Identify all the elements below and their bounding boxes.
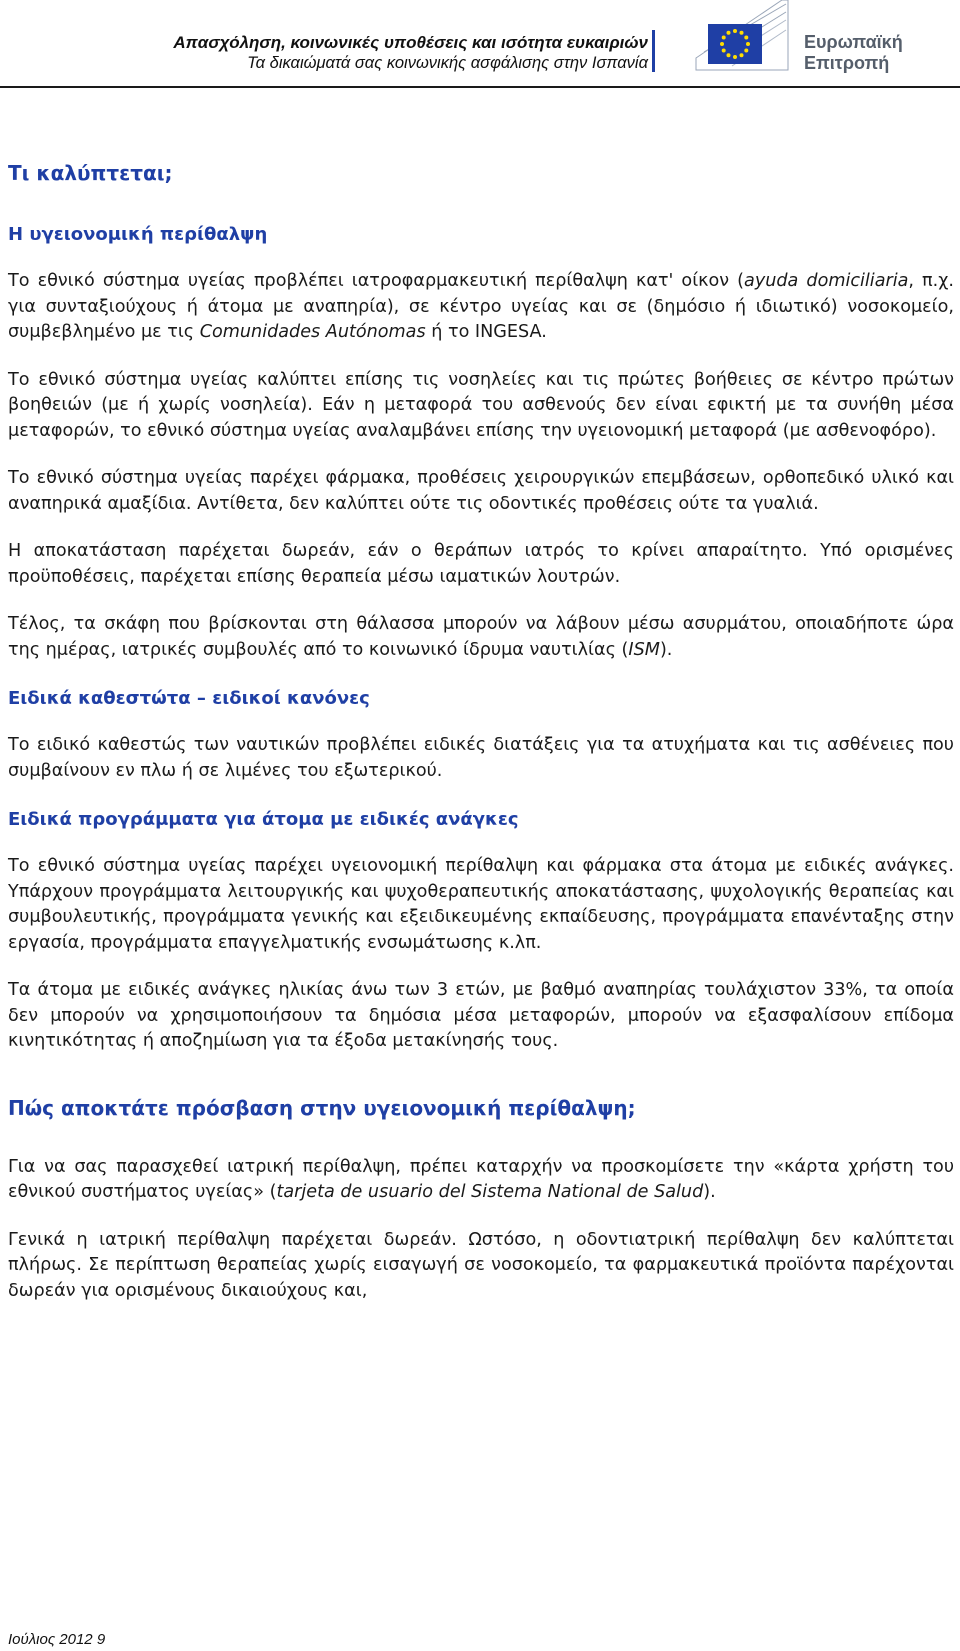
header-subtitle: Τα δικαιώματά σας κοινωνικής ασφάλισης στην Ισπανία — [247, 54, 648, 72]
paragraph-hospitalisation: Το εθνικό σύστημα υγείας καλύπτει επίσης τις νοσηλείες και τις πρώτες βοήθειες σε κέντρο πρώτων βοηθειών (με ή χωρίς νοσηλεία). Εάν η μεταφορά του ασθενούς δεν είναι εφικτή με τα συνήθη μέσα μεταφορών, το εθνικό σύστημα υγείας αναλαμβάνει επίσης την υγειονομική μεταφορά (με ασθενοφόρο). — [8, 369, 954, 441]
p9-text-a: Για να σας παρασχεθεί ιατρική περίθαλψη, πρέπει καταρχήν να προσκομίσετε την «κάρτα χρήστη του εθνικού συστήματος υγείας» ( — [8, 1156, 954, 1202]
paragraph-medicines: Το εθνικό σύστημα υγείας παρέχει φάρμακα, προθέσεις χειρουργικών επεμβάσεων, ορθοπεδικό υλικό και αναπηρικά αμαξίδια. Αντίθετα, δεν καλύπτει ούτε τις οδοντικές προθέσεις ούτε τα γυαλιά. — [8, 468, 954, 514]
paragraph-ships — [8, 612, 954, 663]
header-text — [173, 32, 648, 74]
footer-page-number: 9 — [96, 1631, 106, 1648]
paragraph-rehabilitation: Η αποκατάσταση παρέχεται δωρεάν, εάν ο θεράπων ιατρός το κρίνει απαραίτητο. Υπό ορισμένες προϋποθέσεις, παρέχεται επίσης θεραπεία μέσω ιαματικών λουτρών. — [8, 541, 954, 587]
paragraph-home-care — [8, 269, 954, 346]
header-divider — [652, 30, 655, 72]
p5-italic-ism: ISM — [628, 639, 660, 660]
paragraph-mobility: Τα άτομα με ειδικές ανάγκες ηλικίας άνω των 3 ετών, με βαθμό αναπηρίας τουλάχιστον 33%, τα οποία δεν μπορούν να χρησιμοποιήσουν τα δημόσια μέσα μεταφορών, μπορούν να εξασφαλίσουν επίδομα κινητικότητας ή αποζημίωση για τα έξοδα μετακίνησής τους. — [8, 980, 954, 1051]
paragraph-special-needs: Το εθνικό σύστημα υγείας παρέχει υγειονομική περίθαλψη και φάρμακα στα άτομα με ειδικές ανάγκες. Υπάρχουν προγράμματα λειτουργικής και ψυχοθεραπευτικής αποκατάστασης, ψυχολογικής θεραπείας και συμβουλευτικής, προγράμματα γενικής και εξειδικευμένης εκπαίδευσης, προγράμματα επανένταξης στην εργασία, προγράμματα επαγγελματικής ενσωμάτωσης κ.λπ. — [8, 856, 954, 953]
logo-line1: Ευρωπαϊκή — [804, 32, 903, 52]
p1-text-a: Το εθνικό σύστημα υγείας προβλέπει ιατροφαρμακευτική περίθαλψη κατ' οίκον ( — [8, 271, 745, 291]
p5-text-c: ). — [659, 639, 673, 660]
page-header — [0, 0, 960, 90]
paragraph-free-care: Γενικά η ιατρική περίθαλψη παρέχεται δωρεάν. Ωστόσο, η οδοντιατρική περίθαλψη δεν καλύπτεται πλήρως. Σε περίπτωση θεραπείας χωρίς εισαγωγή σε νοσοκομείο, τα φαρμακευτικά προϊόντα παρέχονται δωρεάν για ορισμένους δικαιούχους και, — [8, 1229, 954, 1301]
european-commission-logo — [692, 0, 950, 84]
logo-line2: Επιτροπή — [804, 53, 890, 73]
document-body — [8, 160, 954, 1304]
heading-special-programs: Ειδικά προγράμματα για άτομα με ειδικές ανάγκες — [8, 809, 519, 830]
p1-text-c: , π.χ. για συνταξιούχους ή άτομα με αναπηρία), σε κέντρο υγείας και σε (δημόσιο ή ιδιωτικό) νοσοκομείο, συμβεβλημένο με τις — [8, 271, 954, 342]
p1-text-e: ή το INGESA. — [425, 322, 547, 342]
p5-text-a: Τέλος, τα σκάφη που βρίσκονται στη θάλασσα μπορούν να λάβουν μέσω ασυρμάτου, οποιαδήποτε ώρα της ημέρας, ιατρικές συμβουλές από το κοινωνικό ίδρυμα ναυτιλίας ( — [8, 614, 954, 660]
paragraph-health-card — [8, 1155, 954, 1206]
p1-italic-comunidades: Comunidades Autónomas — [199, 322, 426, 342]
heading-access: Πώς αποκτάτε πρόσβαση στην υγειονομική περίθαλψη; — [8, 1095, 636, 1120]
heading-healthcare: Η υγειονομική περίθαλψη — [8, 224, 268, 245]
page-footer — [8, 1631, 105, 1648]
heading-what-covered: Τι καλύπτεται; — [8, 161, 173, 185]
p1-italic-ayuda: ayuda domiciliaria — [744, 271, 909, 291]
footer-date: Ιούλιος 2012 — [8, 1631, 93, 1648]
p9-italic-tarjeta: tarjeta de usuario del Sistema National de Salud — [276, 1182, 704, 1202]
paragraph-seafarers: Το ειδικό καθεστώς των ναυτικών προβλέπει ειδικές διατάξεις για τα ατυχήματα και τις ασθένειες που συμβαίνουν εν πλω ή σε λιμένες του εξωτερικού. — [8, 735, 954, 781]
heading-special-regimes: Ειδικά καθεστώτα – ειδικοί κανόνες — [8, 688, 370, 709]
header-title: Απασχόληση, κοινωνικές υποθέσεις και ισότητα ευκαιριών — [173, 33, 648, 52]
header-rule — [0, 86, 960, 88]
p9-text-c: ). — [703, 1182, 716, 1202]
